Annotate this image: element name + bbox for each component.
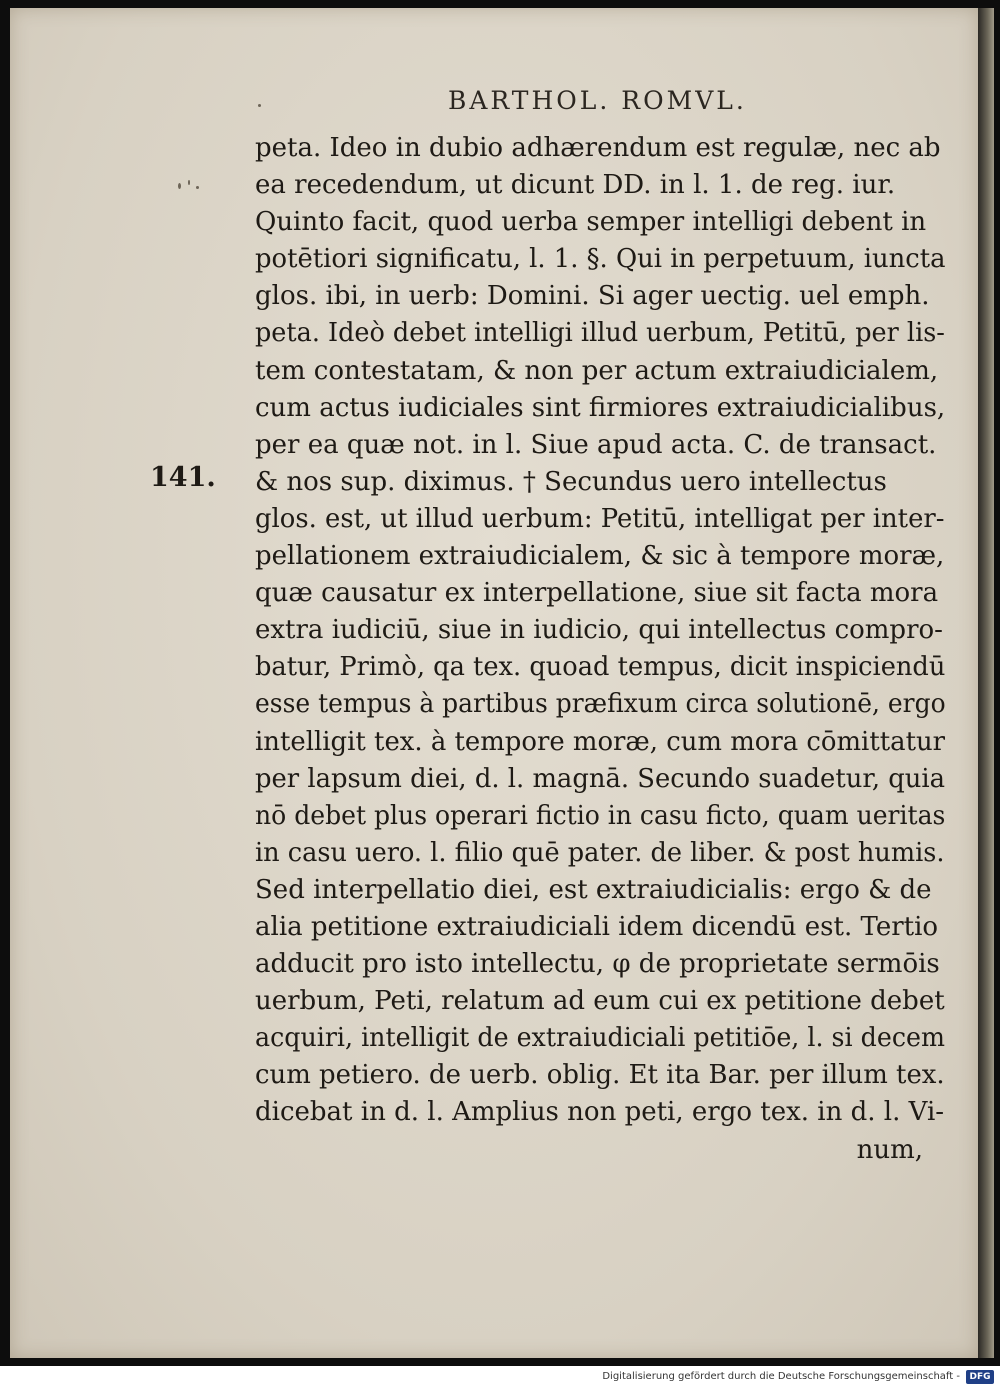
text-line: ea recedendum, ut dicunt DD. in l. 1. de reg. iur. xyxy=(255,170,896,201)
text-line: uerbum, Peti, relatum ad eum cui ex petitione debet xyxy=(255,986,945,1017)
text-line: extra iudiciū, siue in iudicio, qui intellectus compro- xyxy=(255,615,943,646)
text-line: esse tempus à partibus præfixum circa solutionē, ergo xyxy=(255,689,946,720)
dfg-logo-icon: DFG xyxy=(966,1370,994,1384)
text-line: Sed interpellatio diei, est extraiudicialis: ergo & de xyxy=(255,874,932,905)
text-line: adducit pro isto intellectu, φ de proprietate sermōis xyxy=(255,949,940,980)
text-line: pellationem extraiudicialem, & sic à tempore moræ, xyxy=(255,541,945,572)
ink-speck xyxy=(258,104,261,107)
footer-bar xyxy=(0,1366,1000,1390)
text-line: cum petiero. de uerb. oblig. Et ita Bar. per illum tex. xyxy=(255,1060,945,1091)
margin-note-number: 141. xyxy=(150,462,216,493)
ink-speck xyxy=(188,180,190,185)
text-block xyxy=(255,130,945,1169)
text-line: batur, Primò, qa tex. quoad tempus, dicit inspiciendū xyxy=(255,652,946,683)
ink-speck xyxy=(178,183,181,189)
text-line: peta. Ideo in dubio adhærendum est regulæ, nec ab xyxy=(255,133,941,163)
text-line: nō debet plus operari fictio in casu ficto, quam ueritas xyxy=(255,800,946,831)
running-header: BARTHOL. ROMVL. xyxy=(448,86,747,115)
catchword: num, xyxy=(856,1134,923,1165)
text-line: per ea quæ not. in l. Siue apud acta. C. de transact. xyxy=(255,429,937,460)
text-line: tem contestatam, & non per actum extraiudicialem, xyxy=(255,355,939,386)
text-line: in casu uero. l. filio quē pater. de liber. & post humis. xyxy=(255,837,945,868)
text-line: acquiri, intelligit de extraiudiciali petitiōe, l. si decem xyxy=(255,1023,945,1054)
text-line: & nos sup. diximus. † Secundus uero intellectus xyxy=(255,466,887,497)
text-line: intelligit tex. à tempore moræ, cum mora cōmittatur xyxy=(255,726,946,757)
text-line: dicebat in d. l. Amplius non peti, ergo tex. in d. l. Vi- xyxy=(255,1097,945,1128)
text-line: glos. est, ut illud uerbum: Petitū, intelligat per inter- xyxy=(255,503,945,534)
page-edge xyxy=(978,8,994,1358)
text-line: peta. Ideò debet intelligi illud uerbum, Petitū, per lis- xyxy=(255,318,945,349)
text-line: potētiori significatu, l. 1. §. Qui in perpetuum, iuncta xyxy=(255,244,946,275)
text-line: per lapsum diei, d. l. magnā. Secundo suadetur, quia xyxy=(255,763,946,794)
ink-speck xyxy=(196,186,199,189)
text-line: Quinto facit, quod uerba semper intelligi debent in xyxy=(255,207,927,238)
text-line: alia petitione extraiudiciali idem dicendū est. Tertio xyxy=(255,911,939,942)
text-line: quæ causatur ex interpellatione, siue sit facta mora xyxy=(255,578,939,609)
text-line: glos. ibi, in uerb: Domini. Si ager uectig. uel emph. xyxy=(255,281,930,312)
footer-credit: Digitalisierung gefördert durch die Deutsche Forschungsgemeinschaft - xyxy=(602,1371,960,1382)
text-line: cum actus iudiciales sint firmiores extraiudicialibus, xyxy=(255,392,946,423)
